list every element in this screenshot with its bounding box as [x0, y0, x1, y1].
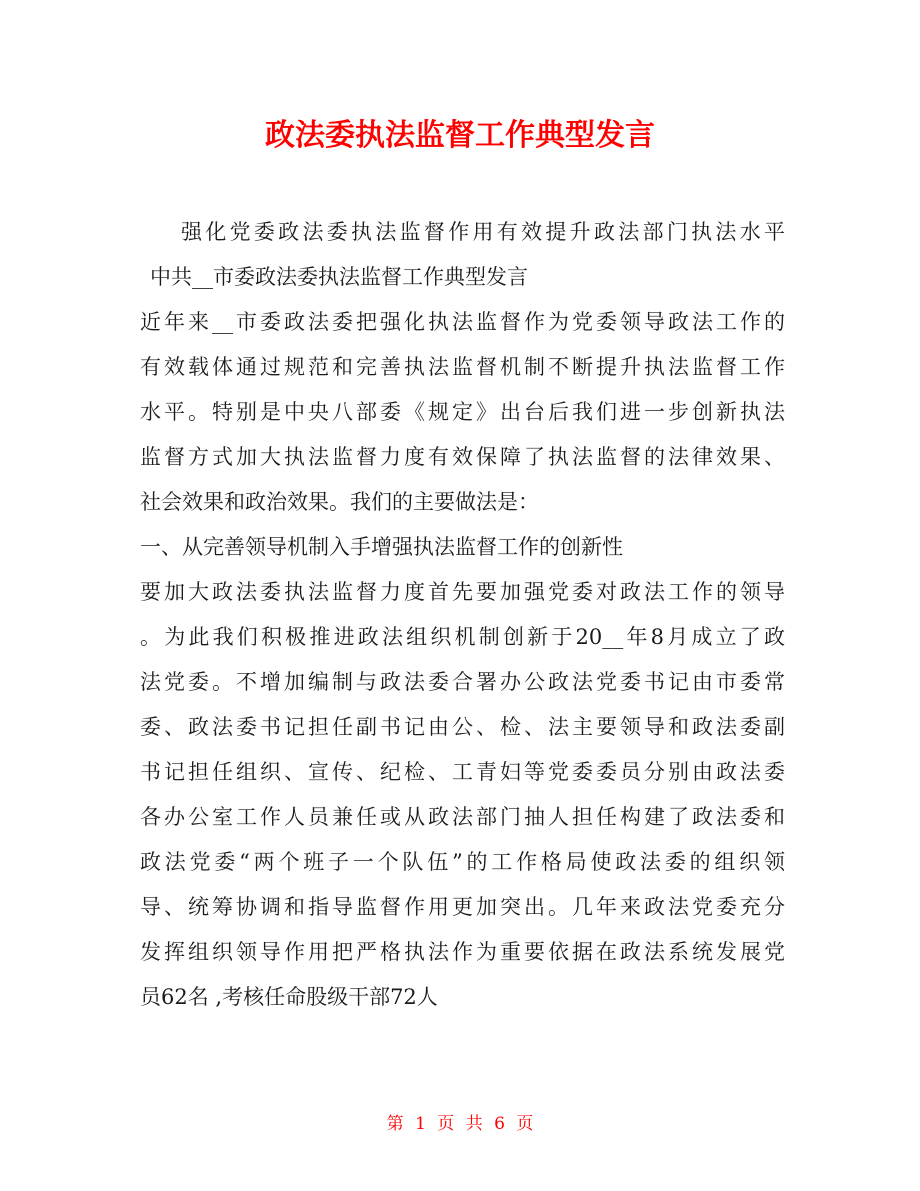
paragraph-line: 委、政法委书记担任副书记由公、检、法主要领导和政法委副 [140, 715, 785, 739]
page-number-footer: 第 1 页 共 6 页 [386, 1114, 534, 1134]
paragraph-line: 水平。特别是中央八部委《规定》出台后我们进一步创新执法 [140, 400, 785, 424]
paragraph-line: 政法党委“两个班子一个队伍”的工作格局使政法委的组织领 [140, 850, 785, 874]
paragraph-line: 社会效果和政治效果。我们的主要做法是： [140, 490, 539, 514]
paragraph-line: 要加大政法委执法监督力度首先要加强党委对政法工作的领导 [140, 580, 785, 604]
paragraph-line: 。为此我们积极推进政法组织机制创新于20__年8月成立了政 [140, 625, 785, 649]
subtitle-line: 中共__市委政法委执法监督工作典型发言 [150, 265, 528, 289]
paragraph-line: 导、统筹协调和指导监督作用更加突出。几年来政法党委充分 [140, 895, 785, 919]
paragraph-line: 书记担任组织、宣传、纪检、工青妇等党委委员分别由政法委 [140, 760, 785, 784]
paragraph-line: 近年来__市委政法委把强化执法监督作为党委领导政法工作的 [140, 310, 785, 334]
paragraph-line: 法党委。不增加编制与政法委合署办公政法党委书记由市委常 [140, 670, 785, 694]
paragraph-line: 监督方式加大执法监督力度有效保障了执法监督的法律效果、 [140, 445, 785, 469]
paragraph-line: 有效载体通过规范和完善执法监督机制不断提升执法监督工作 [140, 355, 785, 379]
document-body [140, 210, 785, 1020]
document-title: 政法委执法监督工作典型发言 [265, 118, 655, 153]
paragraph-line: 发挥组织领导作用把严格执法作为重要依据在政法系统发展党 [140, 940, 785, 964]
paragraph-line: 各办公室工作人员兼任或从政法部门抽人担任构建了政法委和 [140, 805, 785, 829]
section-heading: 一、从完善领导机制入手增强执法监督工作的创新性 [140, 535, 623, 559]
subtitle-line: 强化党委政法委执法监督作用有效提升政法部门执法水平 [181, 220, 785, 244]
paragraph-line: 员62名 ,考核任命股级干部72人 [140, 985, 438, 1009]
